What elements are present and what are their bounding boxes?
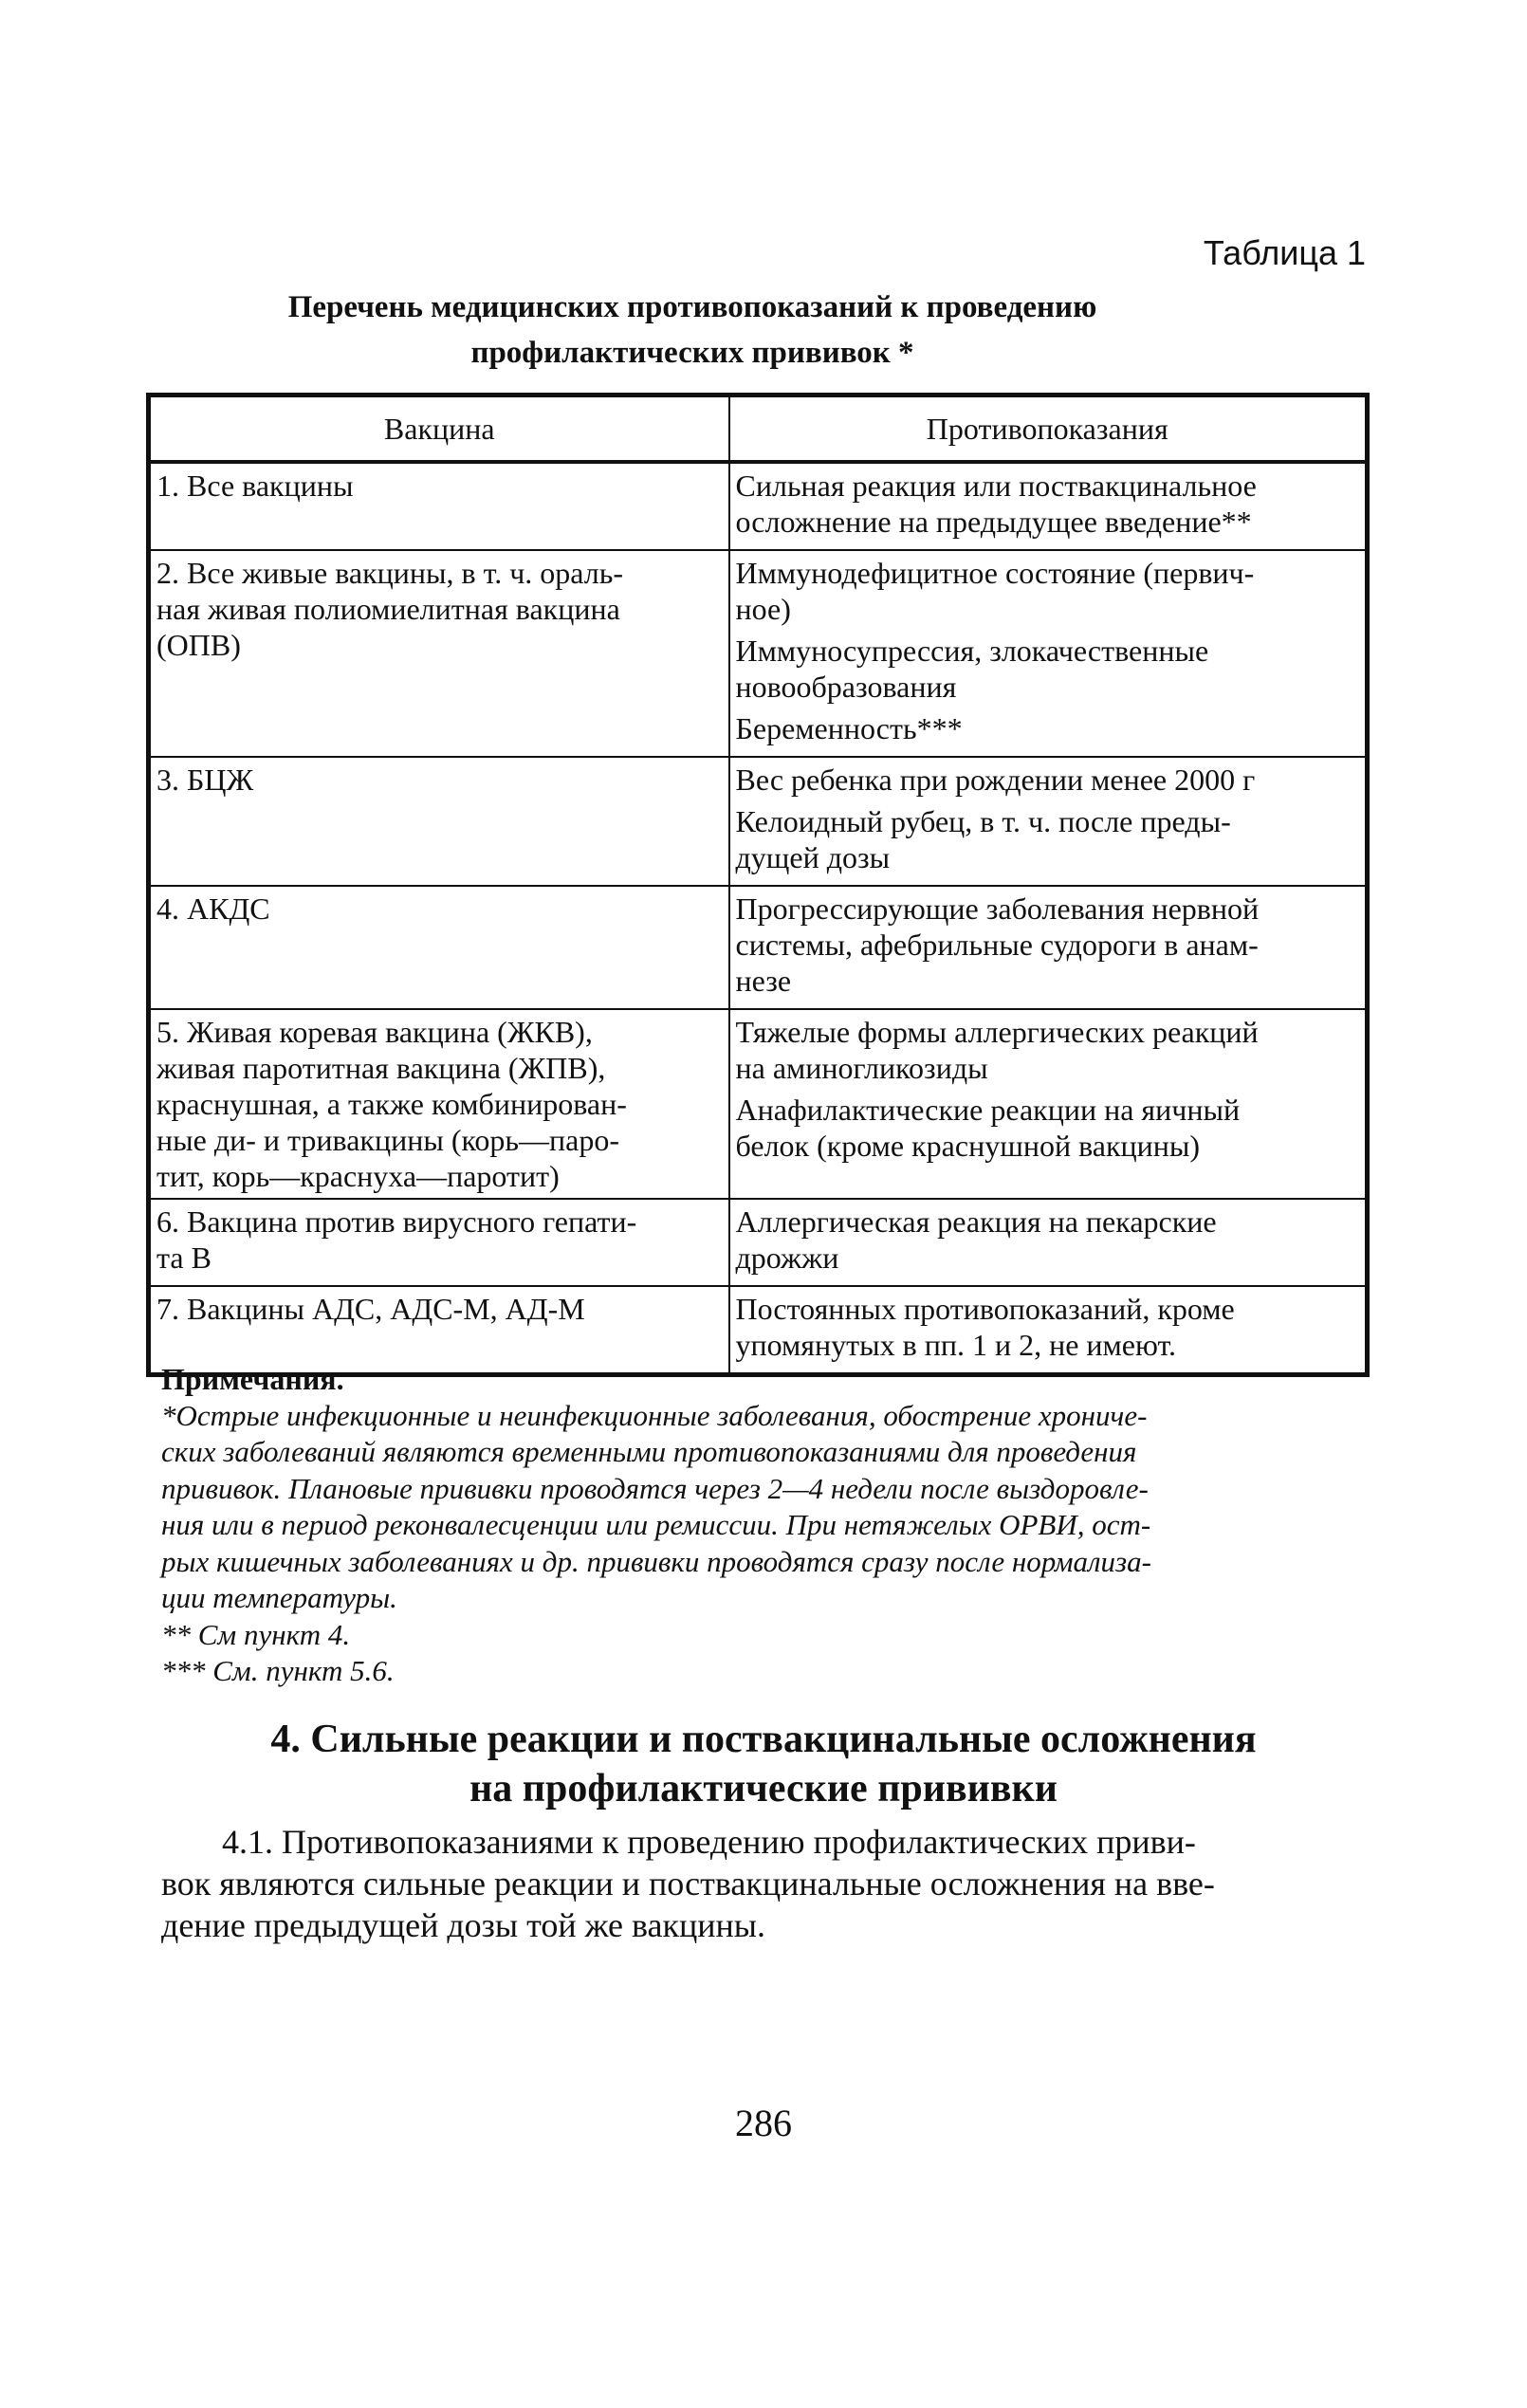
- contraindication-line: Аллергическая реакция на пекарские: [735, 1204, 1217, 1239]
- vaccine-cell: [149, 1009, 729, 1199]
- contraindications-cell: [729, 757, 1368, 886]
- table-row: [149, 1009, 1368, 1199]
- notes-body: [161, 1398, 1371, 1690]
- section-heading: [152, 1715, 1375, 1813]
- table-title-line: профилактических прививок *: [470, 336, 914, 370]
- vaccine-line: 5. Живая коревая вакцина (ЖКВ),: [156, 1015, 593, 1049]
- vaccine-line: та В: [156, 1241, 212, 1275]
- paragraph-line: 4.1. Противопоказаниями к проведению профилактических приви-: [222, 1823, 1196, 1861]
- contraindications-cell: [729, 550, 1368, 757]
- table-row: [149, 462, 1368, 550]
- contraindication-line: белок (кроме краснушной вакцины): [735, 1129, 1201, 1163]
- contraindication-line: незе: [735, 964, 792, 998]
- note-line: ** См пункт 4.: [161, 1617, 351, 1651]
- section-heading-line: 4. Сильные реакции и поствакцинальные осложнения: [270, 1718, 1257, 1761]
- vaccine-line: 4. АКДС: [156, 892, 270, 926]
- contraindication-line: упомянутых в пп. 1 и 2, не имеют.: [735, 1328, 1177, 1362]
- contraindication-item: [736, 468, 1360, 540]
- contraindication-line: Вес ребенка при рождении менее 2000 г: [735, 763, 1256, 797]
- vaccine-line: тит, корь—краснуха—паротит): [156, 1159, 560, 1193]
- note-line: ния или в период реконвалесценции или ремиссии. При нетяжелых ОРВИ, ост-: [161, 1508, 1151, 1541]
- table-row: [149, 1199, 1368, 1286]
- table-header-row: [149, 395, 1368, 463]
- table-row: [149, 757, 1368, 886]
- vaccine-line: ная живая полиомиелитная вакцина: [156, 592, 620, 626]
- contraindications-cell: [729, 886, 1368, 1009]
- contraindication-item: [736, 891, 1360, 999]
- vaccine-line: (ОПВ): [156, 628, 241, 662]
- vaccine-cell: [149, 550, 729, 757]
- contraindication-item: [736, 803, 1360, 875]
- contraindication-item: [736, 1291, 1360, 1363]
- note-line: ции температуры.: [161, 1581, 397, 1614]
- contraindication-line: Сильная реакция или поствакцинальное: [735, 469, 1257, 503]
- vaccine-line: живая паротитная вакцина (ЖПВ),: [156, 1051, 606, 1085]
- contraindication-line: осложнение на предыдущее введение**: [735, 505, 1252, 539]
- body-paragraph: [161, 1821, 1371, 1946]
- page-number: 286: [735, 2102, 792, 2144]
- vaccine-line: 3. БЦЖ: [156, 763, 254, 797]
- contraindication-item: [736, 555, 1360, 627]
- contraindication-line: новообразования: [735, 670, 957, 704]
- contraindications-table: [146, 393, 1370, 1377]
- contraindication-line: дущей дозы: [735, 840, 891, 874]
- contraindications-cell: [729, 462, 1368, 550]
- note-line: *Острые инфекционные и неинфекционные заболевания, обострение хрониче-: [161, 1398, 1148, 1432]
- table-body: [149, 462, 1368, 1375]
- vaccine-line: 6. Вакцина против вирусного гепати-: [156, 1204, 637, 1239]
- note-line: *** См. пункт 5.6.: [161, 1654, 395, 1687]
- contraindication-line: Тяжелые формы аллергических реакций: [735, 1015, 1259, 1049]
- contraindication-line: на аминогликозиды: [735, 1051, 988, 1085]
- contraindications-table-wrapper: [146, 393, 1370, 1377]
- contraindication-line: Иммуносупрессия, злокачественные: [735, 634, 1209, 668]
- contraindication-item: [736, 1014, 1360, 1086]
- notes-title: Примечания.: [161, 1362, 344, 1396]
- paragraph-line: вок являются сильные реакции и поствакцинальные осложнения на вве-: [161, 1865, 1215, 1903]
- vaccine-cell: [149, 757, 729, 886]
- vaccine-line: краснушная, а также комбинирован-: [156, 1087, 627, 1121]
- note-line: рых кишечных заболеваниях и др. прививки проводятся сразу после нормализа-: [161, 1544, 1151, 1578]
- section-heading-line: на профилактические прививки: [469, 1767, 1058, 1811]
- contraindication-line: Прогрессирующие заболевания нервной: [735, 892, 1260, 926]
- table-title: [152, 285, 1233, 376]
- vaccine-cell: [149, 1199, 729, 1286]
- table-row: [149, 886, 1368, 1009]
- vaccine-line: 2. Все живые вакцины, в т. ч. ораль-: [156, 556, 623, 590]
- column-header-vaccine: Вакцина: [149, 395, 729, 463]
- table-notes: [161, 1361, 1371, 1690]
- contraindication-line: дрожжи: [735, 1241, 839, 1275]
- contraindication-item: [736, 1204, 1360, 1276]
- contraindication-item: [736, 710, 1360, 746]
- contraindication-line: Иммунодефицитное состояние (первич-: [735, 556, 1255, 590]
- contraindication-item: [736, 633, 1360, 705]
- table-title-line: Перечень медицинских противопоказаний к проведению: [287, 290, 1097, 324]
- contraindication-line: Постоянных противопоказаний, кроме: [735, 1292, 1235, 1326]
- note-line: прививок. Плановые прививки проводятся через 2—4 недели после выздоровле-: [161, 1471, 1149, 1505]
- column-header-contraindications: Противопоказания: [729, 395, 1368, 463]
- contraindication-item: [736, 762, 1360, 798]
- contraindications-cell: [729, 1199, 1368, 1286]
- contraindication-line: Беременность***: [735, 711, 963, 745]
- paragraph-line: дение предыдущей дозы той же вакцины.: [161, 1906, 765, 1944]
- contraindication-line: Анафилактические реакции на яичный: [735, 1093, 1241, 1127]
- contraindication-line: системы, афебрильные судороги в анам-: [735, 928, 1259, 962]
- vaccine-cell: [149, 886, 729, 1009]
- contraindications-cell: [729, 1009, 1368, 1199]
- contraindication-item: [736, 1092, 1360, 1164]
- table-row: [149, 550, 1368, 757]
- table-label: Таблица 1: [1203, 233, 1366, 272]
- contraindication-line: Келоидный рубец, в т. ч. после преды-: [735, 804, 1231, 838]
- note-line: ских заболеваний являются временными противопоказаниями для проведения: [161, 1435, 1137, 1468]
- vaccine-cell: [149, 462, 729, 550]
- vaccine-line: ные ди- и тривакцины (корь—паро-: [156, 1123, 619, 1157]
- vaccine-line: 7. Вакцины АДС, АДС-М, АД-М: [156, 1292, 585, 1326]
- contraindication-line: ное): [735, 592, 791, 626]
- vaccine-line: 1. Все вакцины: [156, 469, 354, 503]
